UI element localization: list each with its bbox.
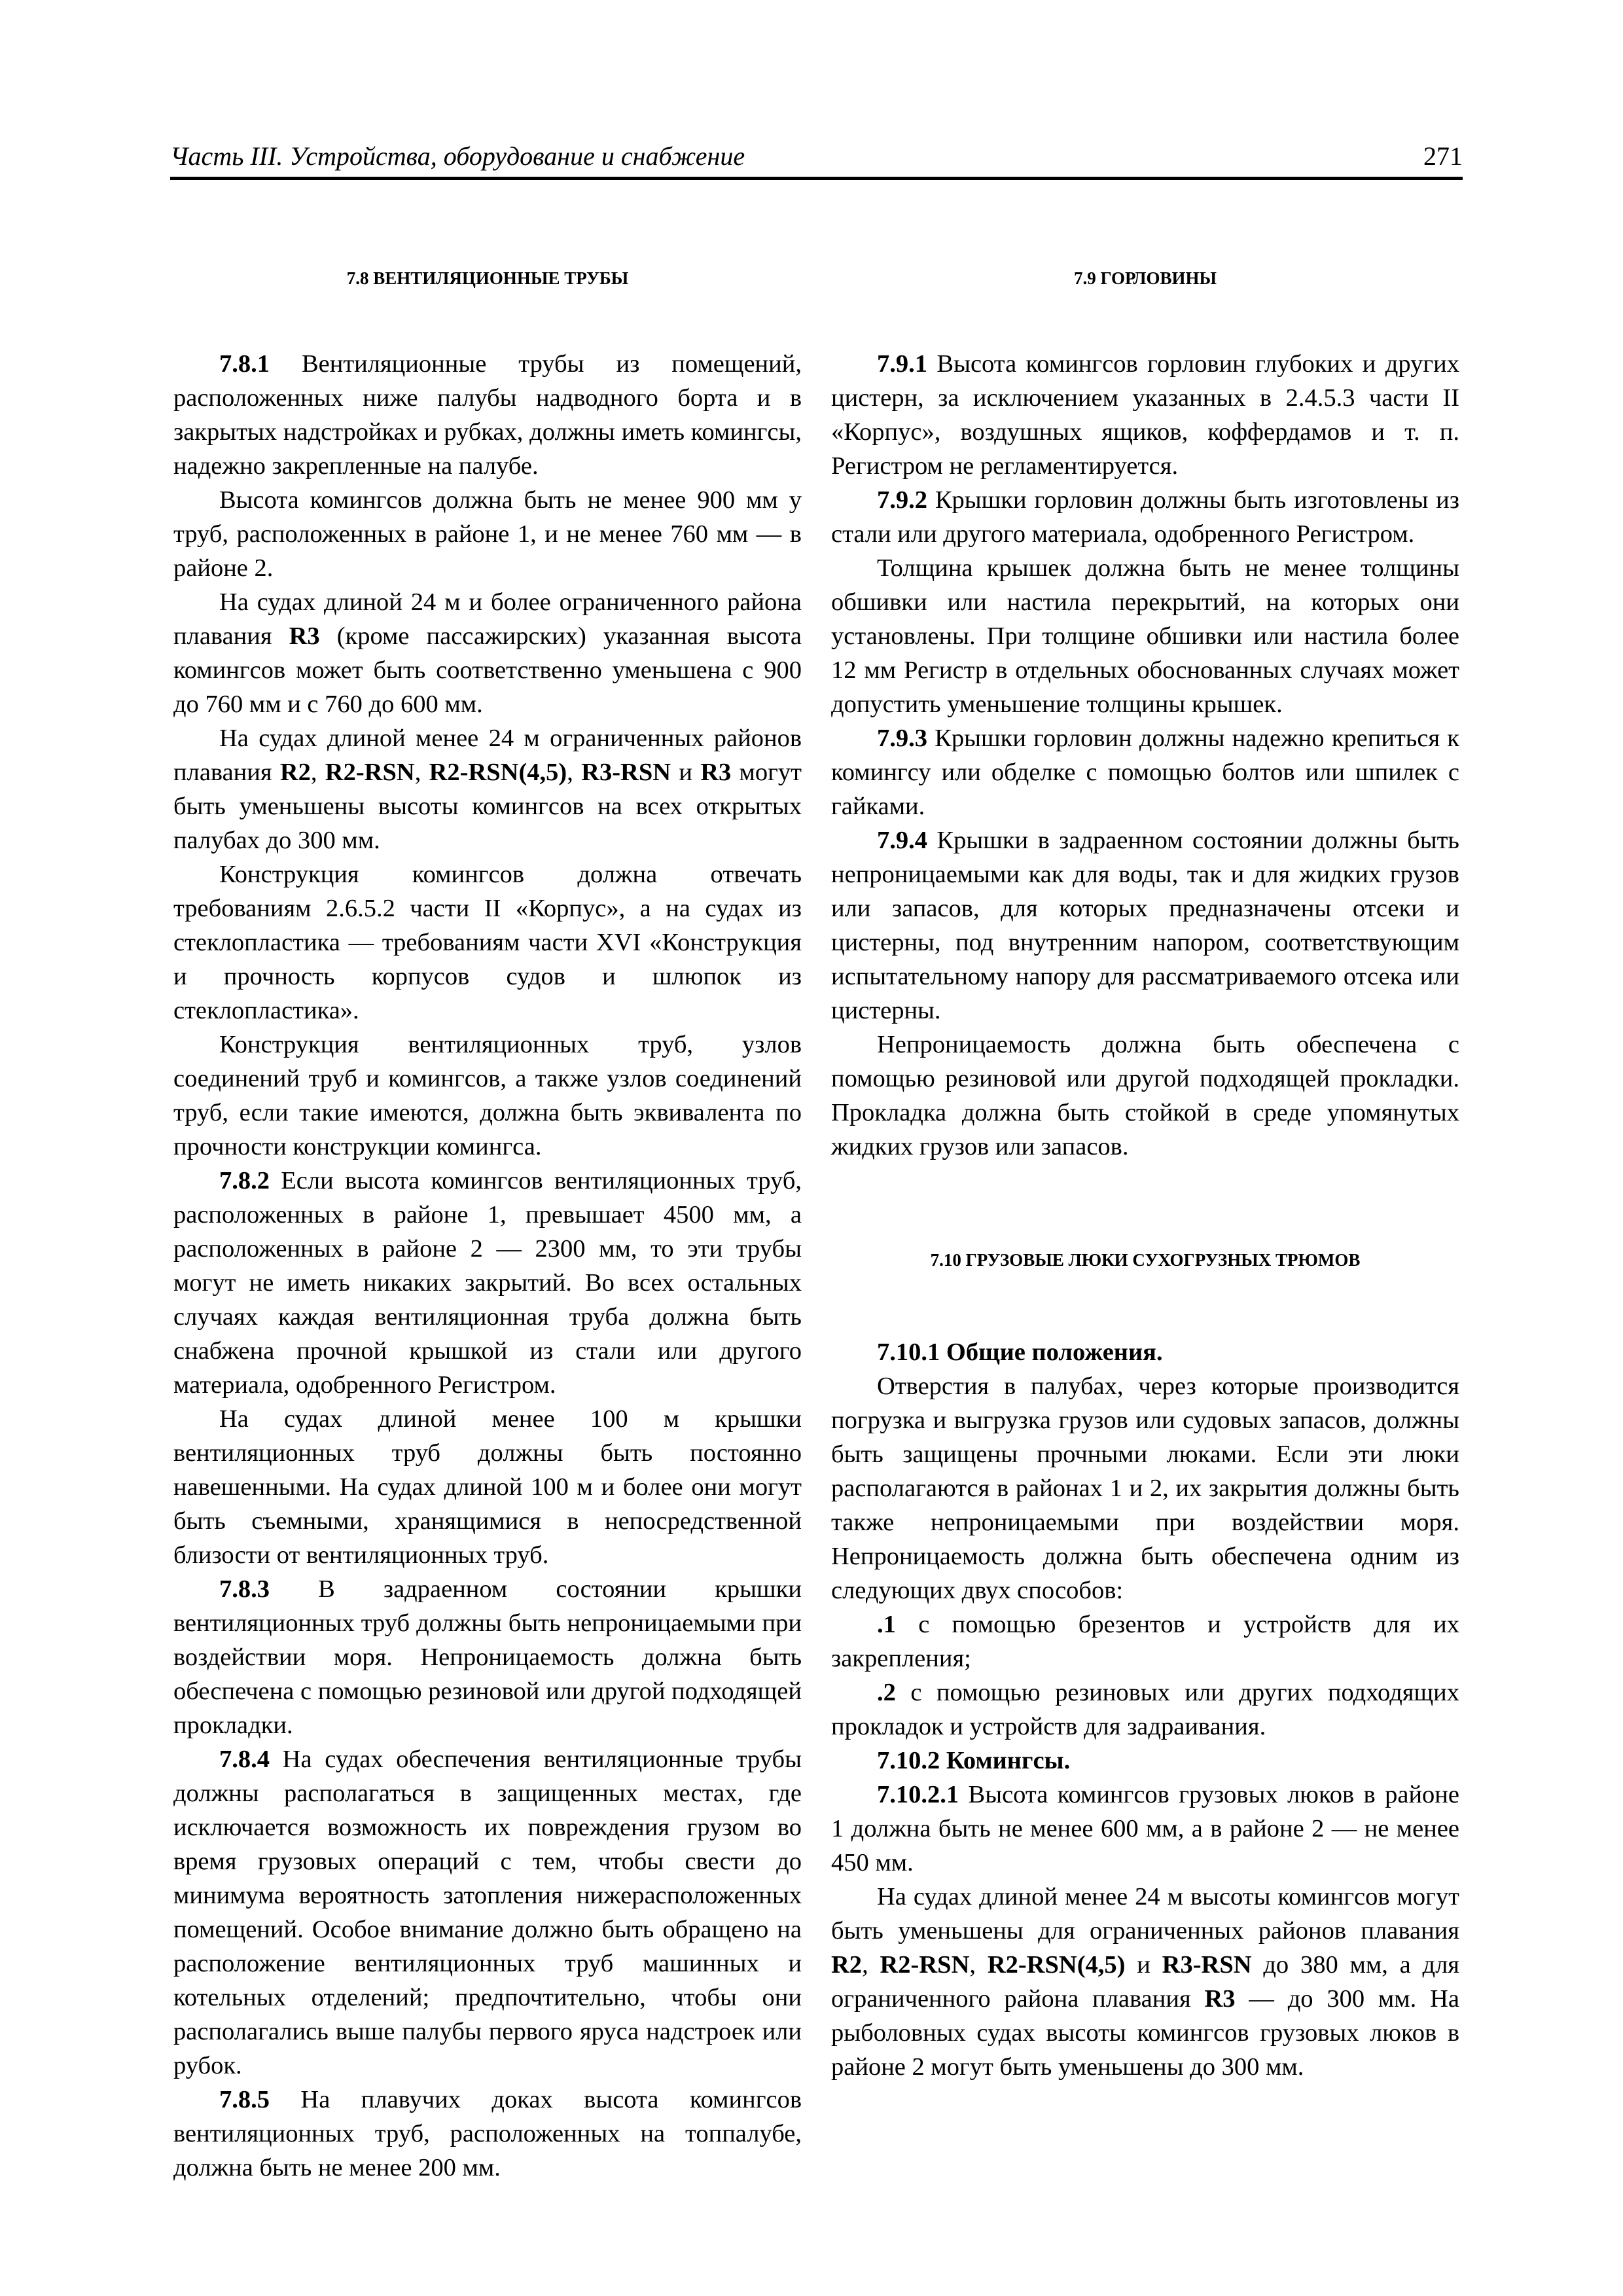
clause-number: 7.9.3 — [877, 725, 927, 752]
list-item-2: .2 с помощью резиновых или других подходящих прокладок и устройств для задраивания. — [831, 1679, 1459, 1740]
section-heading-7-10: 7.10 ГРУЗОВЫЕ ЛЮКИ СУХОГРУЗНЫХ ТРЮМОВ — [930, 1250, 1361, 1270]
clause-number: 7.8.4 — [219, 1746, 270, 1773]
paragraph-7-9-1: 7.9.1 Высота комингсов горловин глубоких и других цистерн, за исключением указанных в 2.4.5.3 части II «Корпус», воздушных ящиков, коффердамов и т. п. Регистром не регламентируется. — [831, 350, 1459, 480]
paragraph: На судах длиной менее 24 м высоты комингсов могут быть уменьшены для ограниченных районов плавания R2, R2-RSN, R2-RSN(4,5) и R3-RSN до 380 мм, а для ограниченного района плавания R3 — до 300 мм. На рыболовных судах высоты комингсов грузовых люков в районе 2 могут быть уменьшены до 300 мм. — [831, 1883, 1460, 2081]
clause-number: 7.8.1 — [219, 350, 270, 378]
right-text-7-9 — [831, 347, 1459, 1164]
paragraph: Конструкция комингсов должна отвечать требованиям 2.6.5.2 части II «Корпус», а на судах из стеклопластика — требованиям части XVI «Конструкция и прочность корпусов судов и шлюпок из стеклопластика». — [173, 861, 802, 1024]
section-heading-7-8: 7.8 ВЕНТИЛЯЦИОННЫЕ ТРУБЫ — [346, 268, 629, 288]
page-number: 271 — [1423, 141, 1463, 171]
left-text — [173, 347, 802, 2185]
paragraph: На судах длиной 24 м и более ограниченного района плавания R3 (кроме пассажирских) указанная высота комингсов может быть соответственно уменьшена с 900 до 760 мм и с 760 до 600 мм. — [173, 588, 802, 718]
paragraph-7-8-2: 7.8.2 Если высота комингсов вентиляционных труб, расположенных в районе 1, превышает 4500 мм, а расположенных в районе 2 — 2300 мм, то эти трубы могут не иметь никаких закрытий. Во всех остальных случаях каждая вентиляционная труба должна быть снабжена прочной крышкой из стали или другого материала, одобренного Регистром. — [173, 1167, 802, 1399]
paragraph-7-8-1: 7.8.1 Вентиляционные трубы из помещений, расположенных ниже палубы надводного борта и в закрытых надстройках и рубках, должны иметь комингсы, надежно закрепленные на палубе. — [173, 350, 802, 480]
header-rule — [170, 177, 1463, 180]
paragraph: Конструкция вентиляционных труб, узлов соединений труб и комингсов, а также узлов соединений труб, если такие имеются, должна быть эквивалента по прочности конструкции комингса. — [173, 1031, 802, 1160]
clause-number: 7.10.2.1 — [877, 1781, 959, 1808]
paragraph: Непроницаемость должна быть обеспечена с помощью резиновой или другой подходящей прокладки. Прокладка должна быть стойкой в среде упомянутых жидких грузов или запасов. — [831, 1031, 1459, 1160]
paragraph-7-8-5: 7.8.5 На плавучих доках высота комингсов вентиляционных труб, расположенных на топпалубе, должна быть не менее 200 мм. — [173, 2086, 802, 2181]
right-text-7-10 — [831, 1335, 1459, 2084]
section-heading-7-9: 7.9 ГОРЛОВИНЫ — [1073, 268, 1217, 288]
clause-number: 7.9.2 — [877, 486, 927, 514]
list-item-1: .1 с помощью брезентов и устройств для их закрепления; — [831, 1611, 1459, 1672]
paragraph-7-8-4: 7.8.4 На судах обеспечения вентиляционные трубы должны располагаться в защищенных местах, где исключается возможность их повреждения грузом во время грузовых операций с тем, чтобы свести до минимума вероятность затопления нижерасположенных помещений. Особое внимание должно быть обращено на расположение вентиляционных труб машинных и котельных отделений; предпочтительно, чтобы они располагались выше палубы первого яруса надстроек или рубок. — [173, 1746, 802, 2079]
clause-number: 7.9.4 — [877, 827, 927, 854]
paragraph: Толщина крышек должна быть не менее толщины обшивки или настила перекрытий, на которых они установлены. При толщине обшивки или настила более 12 мм Регистр в отдельных обоснованных случаях может допустить уменьшение толщины крышек. — [831, 554, 1459, 718]
subheading-7-10-1: 7.10.1 Общие положения. — [877, 1338, 1163, 1366]
clause-number: 7.9.1 — [877, 350, 927, 378]
paragraph: Отверстия в палубах, через которые производится погрузка и выгрузка грузов или судовых запасов, должны быть защищены прочными люками. Если эти люки располагаются в районах 1 и 2, их закрытия должны быть также непроницаемыми при воздействии моря. Непроницаемость должна быть обеспечена одним из следующих двух способов: — [831, 1372, 1459, 1604]
paragraph-7-9-4: 7.9.4 Крышки в задраенном состоянии должны быть непроницаемыми как для воды, так и для жидких грузов или запасов, для которых предназначены отсеки и цистерны, под внутренним напором, соответствующим испытательному напору для рассматриваемого отсека или цистерны. — [831, 827, 1459, 1024]
paragraph: На судах длиной менее 100 м крышки вентиляционных труб должны быть постоянно навешенными. На судах длиной 100 м и более они могут быть съемными, хранящимися в непосредственной близости от вентиляционных труб. — [173, 1405, 802, 1569]
clause-number: 7.8.3 — [219, 1575, 270, 1603]
clause-number: 7.8.5 — [219, 2086, 270, 2113]
page-header — [170, 141, 1463, 179]
clause-number: 7.8.2 — [219, 1167, 270, 1194]
paragraph-7-10-2-1: 7.10.2.1 Высота комингсов грузовых люков в районе 1 должна быть не менее 600 мм, а в районе 2 — не менее 450 мм. — [831, 1781, 1459, 1876]
subheading-7-10-2: 7.10.2 Комингсы. — [877, 1747, 1071, 1774]
paragraph-7-9-2: 7.9.2 Крышки горловин должны быть изготовлены из стали или другого материала, одобренного Регистром. — [831, 486, 1459, 548]
paragraph: Высота комингсов должна быть не менее 900 мм у труб, расположенных в районе 1, и не менее 760 мм — в районе 2. — [173, 486, 802, 582]
paragraph: На судах длиной менее 24 м ограниченных районов плавания R2, R2-RSN, R2-RSN(4,5), R3-RSN и R3 могут быть уменьшены высоты комингсов на всех открытых палубах до 300 мм. — [173, 725, 802, 854]
running-title: Часть III. Устройства, оборудование и снабжение — [170, 141, 745, 171]
paragraph-7-8-3: 7.8.3 В задраенном состоянии крышки вентиляционных труб должны быть непроницаемыми при воздействии моря. Непроницаемость должна быть обеспечена с помощью резиновой или другой подходящей прокладки. — [173, 1575, 802, 1739]
paragraph-7-9-3: 7.9.3 Крышки горловин должны надежно крепиться к комингсу или обделке с помощью болтов или шпилек с гайками. — [831, 725, 1459, 820]
